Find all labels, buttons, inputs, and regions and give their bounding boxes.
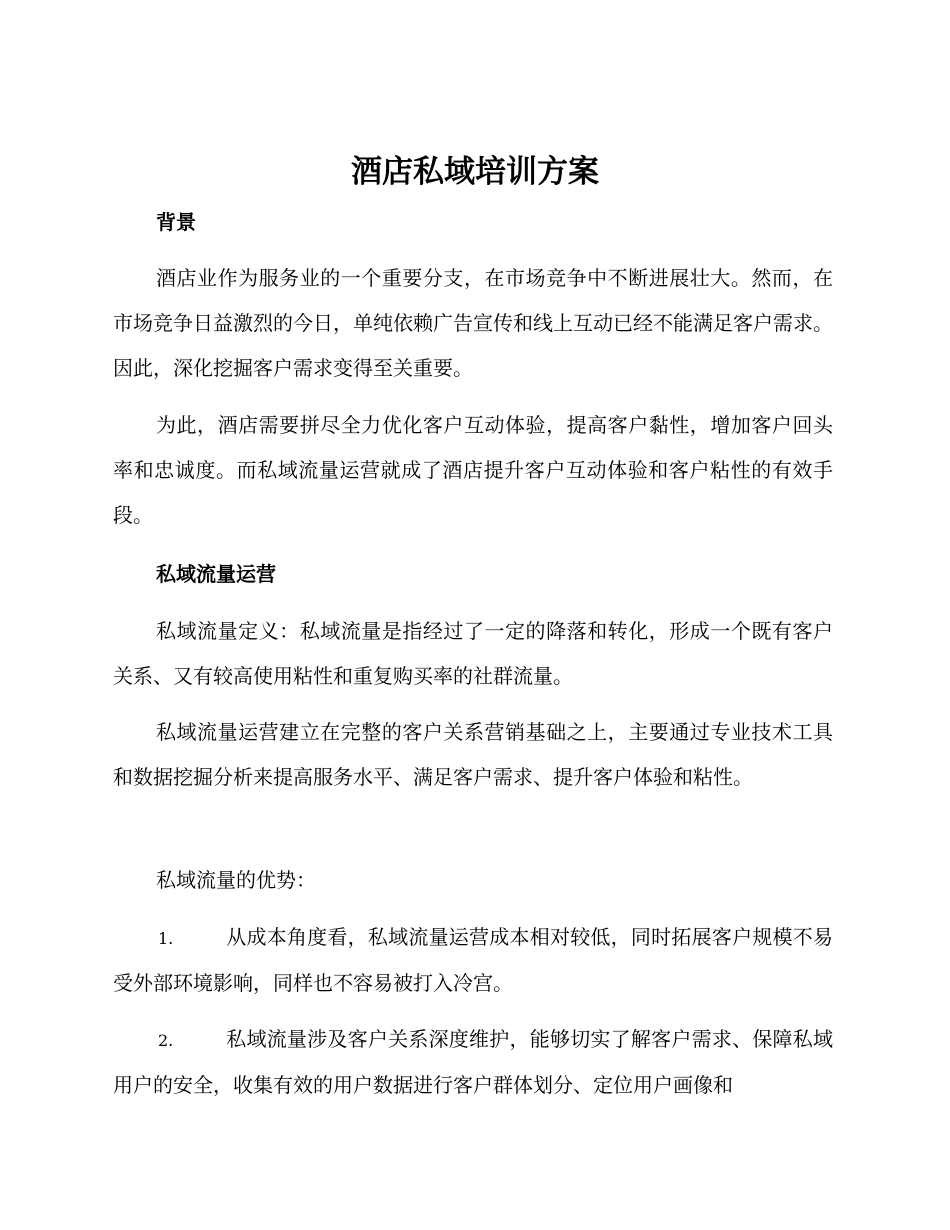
list-number: 2. — [158, 1031, 174, 1050]
list-item-text: 私域流量涉及客户关系深度维护，能够切实了解客户需求、保障私域用户的安全，收集有效的用户数据进行客户群体划分、定位用户画像和 — [113, 1027, 833, 1097]
list-number: 1. — [158, 929, 174, 948]
paragraph: 酒店业作为服务业的一个重要分支，在市场竞争中不断进展壮大。然而，在市场竞争日益激烈的今日，单纯依赖广告宣传和线上互动已经不能满足客户需求。因此，深化挖掘客户需求变得至关重要。 — [113, 266, 833, 380]
paragraph: 为此，酒店需要拼尽全力优化客户互动体验，提高客户黏性，增加客户回头率和忠诚度。而私域流量运营就成了酒店提升客户互动体验和客户粘性的有效手段。 — [113, 413, 833, 527]
section-heading-private-traffic: 私域流量运营 — [156, 562, 276, 586]
list-item — [113, 1017, 833, 1108]
document-title: 酒店私域培训方案 — [351, 154, 599, 190]
paragraph: 私域流量的优势： — [156, 868, 316, 892]
list-item-text: 从成本角度看，私域流量运营成本相对较低，同时拓展客户规模不易受外部环境影响，同样也不容易被打入冷宫。 — [113, 925, 833, 995]
paragraph: 私域流量定义：私域流量是指经过了一定的降落和转化，形成一个既有客户关系、又有较高使用粘性和重复购买率的社群流量。 — [113, 619, 833, 688]
section-heading-background: 背景 — [156, 210, 196, 234]
paragraph: 私域流量运营建立在完整的客户关系营销基础之上，主要通过专业技术工具和数据挖掘分析来提高服务水平、满足客户需求、提升客户体验和粘性。 — [113, 720, 833, 789]
list-item — [113, 915, 833, 1006]
